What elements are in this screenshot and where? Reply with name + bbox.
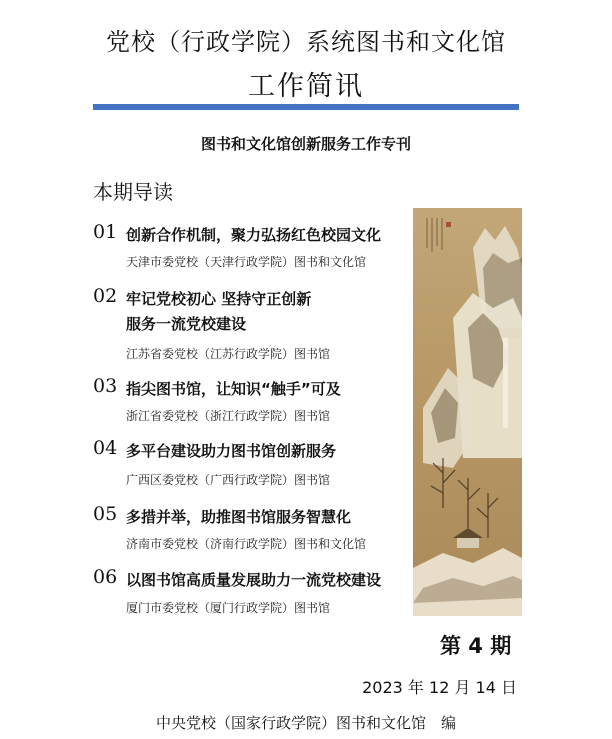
special-issue-subtitle: 图书和文化馆创新服务工作专刊 (200, 135, 411, 153)
landscape-painting (413, 208, 522, 616)
toc-item-title: 牢记党校初心 坚持守正创新 服务一流党校建设 (126, 290, 312, 333)
title-line-1: 党校（行政学院）系统图书和文化馆 (106, 28, 506, 56)
publication-date: 2023 年 12 月 14 日 (362, 678, 517, 697)
toc-item-source: 浙江省委党校（浙江行政学院）图书馆 (126, 409, 331, 423)
toc-item-title: 以图书馆高质量发展助力一流党校建设 (126, 571, 382, 589)
toc-item-title: 多措并举，助推图书馆服务智慧化 (126, 508, 352, 526)
issue-number: 第 4 期 (440, 634, 512, 658)
toc-item-number: 04 (93, 437, 118, 459)
toc-heading: 本期导读 (93, 180, 173, 204)
toc-item-title: 指尖图书馆，让知识“触手”可及 (126, 380, 341, 398)
toc-item-source: 天津市委党校（天津行政学院）图书和文化馆 (126, 255, 367, 269)
toc-item-source: 济南市委党校（济南行政学院）图书和文化馆 (126, 537, 367, 551)
toc-item-number: 06 (93, 566, 118, 588)
toc-item-source: 厦门市委党校（厦门行政学院）图书馆 (126, 601, 331, 615)
title-rule (93, 104, 519, 110)
title-line-2: 工作简讯 (248, 71, 364, 102)
toc-item-title: 创新合作机制，聚力弘扬红色校园文化 (126, 226, 382, 244)
toc-item-title: 多平台建设助力图书馆创新服务 (126, 442, 337, 460)
editor-credit: 中央党校（国家行政学院）图书和文化馆 编 (155, 714, 456, 732)
toc-item-number: 05 (93, 503, 118, 525)
toc-item-number: 03 (93, 375, 118, 397)
toc-item-source: 江苏省委党校（江苏行政学院）图书馆 (126, 347, 331, 361)
toc-item-number: 02 (93, 285, 118, 307)
landscape-painting-illustration (413, 208, 522, 616)
toc-item-number: 01 (93, 221, 118, 243)
toc-item-source: 广西区委党校（广西行政学院）图书馆 (126, 473, 331, 487)
